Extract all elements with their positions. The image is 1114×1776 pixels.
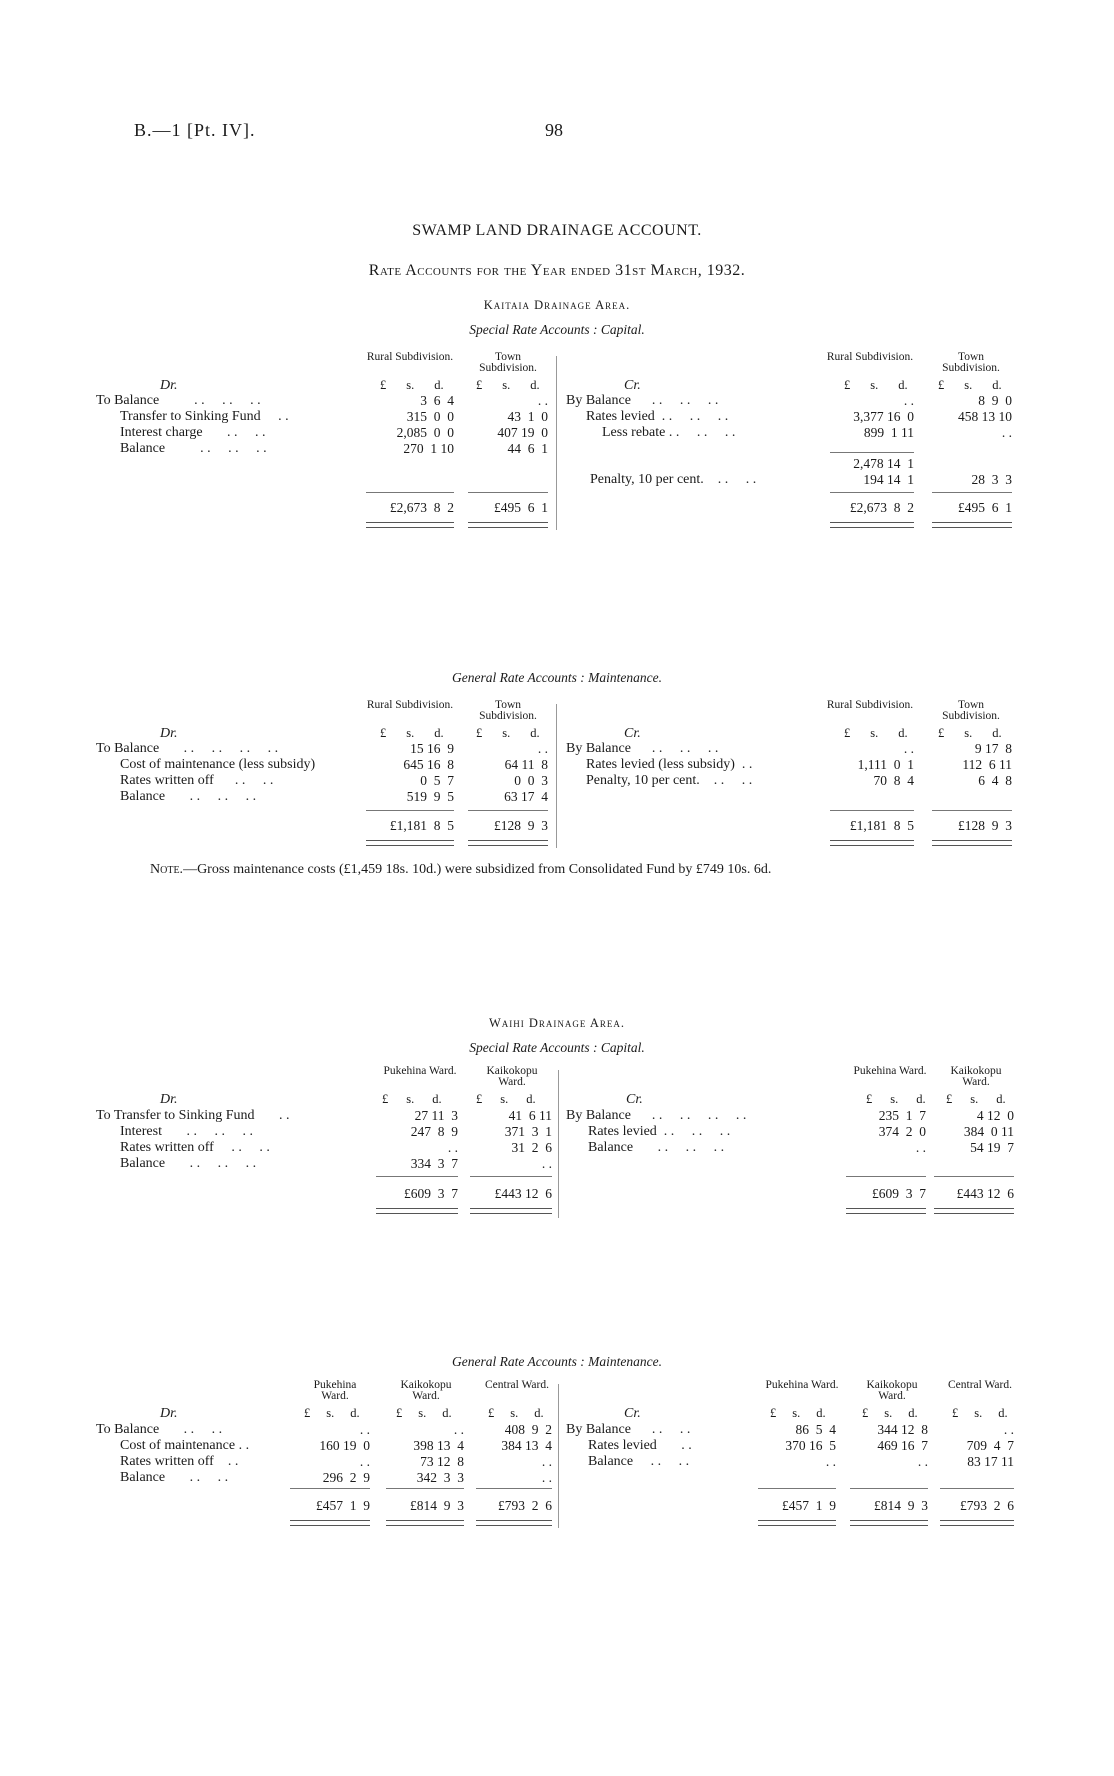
lsd-header: £ s. d. [396,1406,452,1420]
table-row: By Balance . . . . . . . . 8 9 0 [566,393,1012,408]
table-row: Penalty, 10 per cent. . . . . 194 14 1 28 3 3 [590,472,1012,487]
document-subtitle: Rate Accounts for the Year ended 31st March, 1932. [368,262,746,279]
total-rule [846,1176,926,1177]
double-rule [476,1520,552,1526]
double-rule [934,1208,1014,1214]
cr-label: Cr. [624,378,641,393]
table-row: Rates levied (less subsidy) . . 1,111 0 1 112 6 11 [586,757,1012,772]
total-rule [376,1176,458,1177]
dr-col-header: Kaikokopu Ward. [486,1065,538,1088]
lsd-header: £ s. d. [380,726,444,740]
double-rule [468,522,548,528]
lsd-header: £ s. d. [844,378,908,392]
double-rule [830,522,914,528]
cr-col-header: Central Ward. [947,1379,1012,1391]
totals-row: £2,673 8 2 £495 6 1 £2,673 8 2 £495 6 1 [389,500,1012,515]
dr-col-header: Rural Subdivision. [366,699,454,711]
dr-col-header: Rural Subdivision. [366,351,454,363]
table-row: To Transfer to Sinking Fund . . 27 11 3 41 6 11 [96,1108,552,1123]
double-rule [932,840,1012,846]
total-rule [932,492,1012,493]
lsd-header: £ s. d. [488,1406,544,1420]
lsd-header: £ s. d. [938,378,1002,392]
maintenance-note [150,862,771,878]
table-row: Balance . . . . . . 519 9 5 63 17 4 [120,789,548,804]
dr-col-header: Kaikokopu Ward. [400,1379,452,1402]
table-row: Transfer to Sinking Fund . . 315 0 0 43 1 0 [120,409,548,424]
lsd-header: £ s. d. [304,1406,360,1420]
table-row: To Balance . . . . . . . . 15 16 9 . . [96,741,548,756]
table-row: Balance . . . . . . . . 83 17 11 [588,1454,1014,1469]
cr-label: Cr. [624,1406,641,1421]
note-text: —Gross maintenance costs (£1,459 18s. 10d.) were subsidized from Consolidated Fund by £749 10s. 6d. [183,862,772,877]
dr-col-header: Pukehina Ward. [313,1379,357,1402]
table-row: By Balance . . . . 86 5 4 344 12 8 . . [566,1422,1014,1437]
double-rule [846,1208,926,1214]
total-rule [366,810,454,811]
cr-col-header: Pukehina Ward. [853,1065,927,1077]
cr-col-header: Pukehina Ward. [765,1379,839,1391]
waihi-capital-title: Special Rate Accounts : Capital. [469,1040,645,1055]
double-rule [468,840,548,846]
dr-label: Dr. [160,1406,178,1421]
lsd-header: £ s. d. [844,726,908,740]
total-rule [468,492,548,493]
dr-label: Dr. [160,378,178,393]
total-rule [476,1488,552,1489]
total-rule [850,1488,928,1489]
lsd-header: £ s. d. [866,1092,926,1106]
lsd-header: £ s. d. [476,1092,536,1106]
double-rule [290,1520,370,1526]
cr-col-header: Rural Subdivision. [826,351,914,363]
table-row: Balance . . . . . . 334 3 7 . . [120,1156,552,1171]
table-row: Rates levied . . 370 16 5 469 16 7 709 4 7 [588,1438,1014,1453]
totals-row: £609 3 7 £443 12 6 £609 3 7 £443 12 6 [404,1186,1014,1201]
table-row: Rates written off . . . . 0 5 7 0 0 3 [120,773,548,788]
total-rule [758,1488,836,1489]
cr-col-header: Kaikokopu Ward. [866,1379,918,1402]
table-row: To Balance . . . . . . . . 408 9 2 [96,1422,552,1437]
total-rule [386,1488,464,1489]
page-header-reference: B.—1 [Pt. IV]. [134,120,256,140]
double-rule [366,840,454,846]
kaitaia-area-title: Kaitaia Drainage Area. [483,298,631,312]
table-row: Rates levied . . . . . . 3,377 16 0 458 13 10 [586,409,1012,424]
note-label: Note. [150,862,184,877]
dr-col-header: Central Ward. [484,1379,549,1391]
double-rule [470,1208,552,1214]
totals-row: £1,181 8 5 £128 9 3 £1,181 8 5 £128 9 3 [389,818,1012,833]
total-rule [940,1488,1014,1489]
double-rule [758,1520,836,1526]
cr-col-header: Kaikokopu Ward. [950,1065,1002,1088]
table-row: Interest . . . . . . 247 8 9 371 3 1 [120,1124,552,1139]
table-row: Interest charge . . . . 2,085 0 0 407 19 0 [120,425,548,440]
lsd-header: £ s. d. [946,1092,1006,1106]
table-row: Balance . . . . 296 2 9 342 3 3 . . [120,1470,552,1485]
double-rule [376,1208,458,1214]
table-row: Rates levied . . . . . . 374 2 0 384 0 11 [588,1124,1014,1139]
dr-col-header: Town Subdivision. [479,351,537,374]
document-title: SWAMP LAND DRAINAGE ACCOUNT. [412,222,702,239]
total-rule [468,810,548,811]
cr-label: Cr. [624,726,641,741]
total-rule [470,1176,552,1177]
lsd-header: £ s. d. [476,378,540,392]
table-row: Balance . . . . . . 270 1 10 44 6 1 [120,441,548,456]
table-row: 2,478 14 1 [853,456,914,471]
double-rule [366,522,454,528]
double-rule [850,1520,928,1526]
table-row: Less rebate . . . . . . 899 1 11 . . [602,425,1012,440]
dr-col-header: Town Subdivision. [479,699,537,722]
double-rule [386,1520,464,1526]
double-rule [932,522,1012,528]
kaitaia-maintenance-title: General Rate Accounts : Maintenance. [451,670,663,685]
lsd-header: £ s. d. [770,1406,826,1420]
total-rule [366,492,454,493]
double-rule [940,1520,1014,1526]
cr-col-header: Rural Subdivision. [826,699,914,711]
kaitaia-capital-title: Special Rate Accounts : Capital. [469,322,645,337]
lsd-header: £ s. d. [952,1406,1008,1420]
waihi-maintenance-title: General Rate Accounts : Maintenance. [451,1354,663,1369]
lsd-header: £ s. d. [862,1406,918,1420]
total-rule [290,1488,370,1489]
table-row: Rates written off . . . . . . 31 2 6 [120,1140,552,1155]
dr-label: Dr. [160,1092,178,1107]
table-row: By Balance . . . . . . . . 9 17 8 [566,741,1012,756]
table-row: Rates written off . . . . 73 12 8 . . [120,1454,552,1469]
waihi-area-title: Waihi Drainage Area. [488,1016,626,1030]
double-rule [830,840,914,846]
table-row: Cost of maintenance . . 160 19 0 398 13 4 384 13 4 [120,1438,552,1453]
cr-col-header: Town Subdivision. [942,351,1000,374]
total-rule [830,492,914,493]
cr-col-header: Town Subdivision. [942,699,1000,722]
total-rule [934,1176,1014,1177]
table-row: Balance . . . . . . . . 54 19 7 [588,1140,1014,1155]
total-rule [830,810,914,811]
table-row: Penalty, 10 per cent. . . . . 70 8 4 6 4 8 [586,773,1012,788]
totals-row: £457 1 9 £814 9 3 £793 2 6 £457 1 9 £814 9 3 £793 2 6 [316,1498,1014,1513]
lsd-header: £ s. d. [938,726,1002,740]
lsd-header: £ s. d. [476,726,540,740]
table-row: To Balance . . . . . . 3 6 4 . . [96,393,548,408]
dr-col-header: Pukehina Ward. [383,1065,457,1077]
dr-label: Dr. [160,726,178,741]
page-number: 98 [545,120,563,140]
lsd-header: £ s. d. [382,1092,442,1106]
cr-label: Cr. [626,1092,643,1107]
lsd-header: £ s. d. [380,378,444,392]
subtotal-rule [830,452,914,453]
table-row: Cost of maintenance (less subsidy) 645 16 8 64 11 8 [120,757,548,772]
table-row: By Balance . . . . . . . . 235 1 7 4 12 0 [566,1108,1014,1123]
total-rule [932,810,1012,811]
